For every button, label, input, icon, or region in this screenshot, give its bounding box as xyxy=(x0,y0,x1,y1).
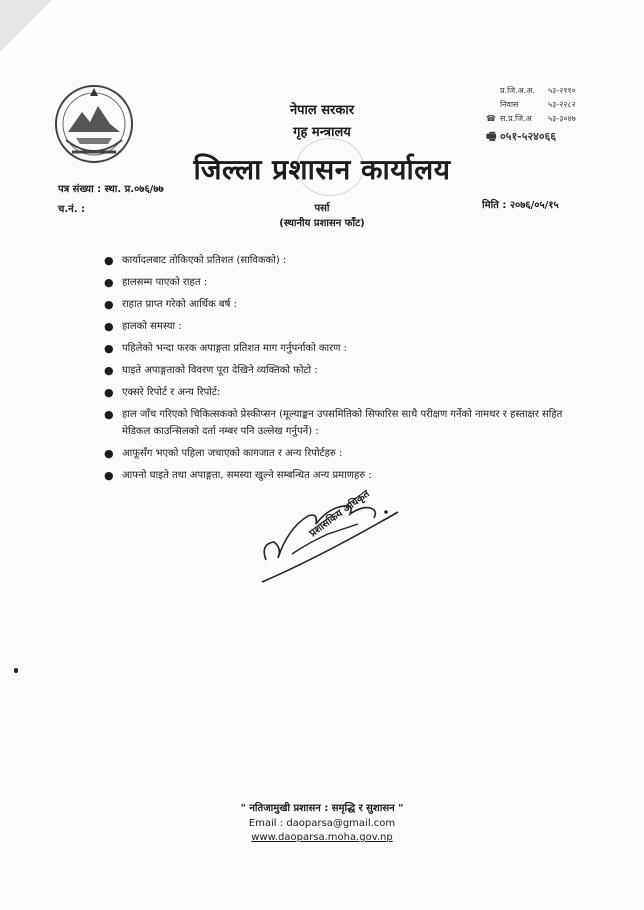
fax-icon: 🖷 xyxy=(486,130,497,143)
bullet-icon: ● xyxy=(104,276,114,289)
contact-row xyxy=(486,112,576,126)
contact-row xyxy=(486,84,576,98)
telephone-icon: ☎ xyxy=(486,114,496,123)
list-item: ● राहात प्राप्त गरेको आर्थिक बर्ष : xyxy=(104,298,237,311)
contact-label: प्र.जि.अ.अ. xyxy=(500,86,535,95)
office-motto: " नतिजामुखी प्रशासन : समृद्धि र सुशासन " xyxy=(240,803,404,814)
reference-number: पत्र संख्या : स्था. प्र.०७६/७७ xyxy=(58,184,164,195)
bullet-icon: ● xyxy=(104,364,114,377)
bullet-icon: ● xyxy=(104,386,114,399)
list-item: ● पहिलेको भन्दा फरक अपाङ्गता प्रतिशत माग गर्नुपर्नाको कारण : xyxy=(104,342,347,355)
ink-mark xyxy=(14,668,18,673)
fax-number: ०५१-५२४०६६ xyxy=(500,130,557,143)
fax-row xyxy=(486,130,576,144)
signature-block xyxy=(258,488,408,584)
office-email: Email : daoparsa@gmail.com xyxy=(248,818,396,829)
office-name: जिल्ला प्रशासन कार्यालय xyxy=(193,153,451,186)
contact-row xyxy=(486,98,576,112)
office-website[interactable]: www.daoparsa.moha.gov.np xyxy=(251,832,393,843)
letter-date: मिति : २०७६/०५/१५ xyxy=(482,200,559,211)
section-name: (स्थानीय प्रशासन फाँट) xyxy=(279,218,365,229)
district-name: पर्सा xyxy=(314,203,330,214)
list-item: ● आफ्नो घाइते तथा अपाङ्गता, समस्या खुल्ने सम्बन्धित अन्य प्रमाणहरु : xyxy=(104,469,372,482)
contact-number: ५३-२२८२ xyxy=(548,100,576,109)
list-item: ● आफूसँग भएको पहिला जचाएको कागजात र अन्य रिपोर्टहरु : xyxy=(104,447,343,460)
bullet-icon: ● xyxy=(104,408,114,421)
list-item: ● हाल जाँच गरिएको चिकित्सकको प्रेस्कीप्सन (मूल्याङ्कन उपसमितिको सिफारिस साथै परीक्षण गर्नेको नामथर र हस्ताक्षर सहित मेडिकल काउन्सिलको दर्ता नम्बर पनि उल्लेख गर्नुपर्ने) : xyxy=(104,408,563,437)
ministry-name: गृह मन्त्रालय xyxy=(293,125,351,140)
bullet-icon: ● xyxy=(104,320,114,333)
government-name: नेपाल सरकार xyxy=(289,103,355,118)
list-item: ● कार्यादलबाट तोकिएको प्रतिशत (साविकको) : xyxy=(104,254,287,267)
bullet-icon: ● xyxy=(104,342,114,355)
chalani-number: च.नं. : xyxy=(58,204,85,215)
signatory-title: प्रशासकिय अधिकृत xyxy=(307,488,372,540)
contact-label: निवास xyxy=(500,100,519,109)
bullet-icon: ● xyxy=(104,298,114,311)
list-item: ● एक्सरे रिपोर्ट र अन्य रिपोर्ट: xyxy=(104,386,221,399)
contact-label: स.प्र.जि.अ xyxy=(500,114,532,123)
contact-number: ५३-३०४७ xyxy=(548,114,576,123)
bullet-icon: ● xyxy=(104,469,114,482)
bullet-icon: ● xyxy=(104,447,114,460)
contact-block xyxy=(486,84,576,144)
folded-corner xyxy=(0,0,52,52)
list-item: ● घाइते अपाङ्गताको विवरण पूरा देखिने व्यक्तिको फोटो : xyxy=(104,364,318,377)
bullet-icon: ● xyxy=(104,254,114,267)
requirements-list xyxy=(104,252,566,489)
handwritten-signature xyxy=(258,488,408,584)
list-item: ● हालको समस्या : xyxy=(104,320,182,333)
list-item: ● हालसम्म पाएको राहत : xyxy=(104,276,208,289)
contact-number: ५३-२११० xyxy=(548,86,576,95)
